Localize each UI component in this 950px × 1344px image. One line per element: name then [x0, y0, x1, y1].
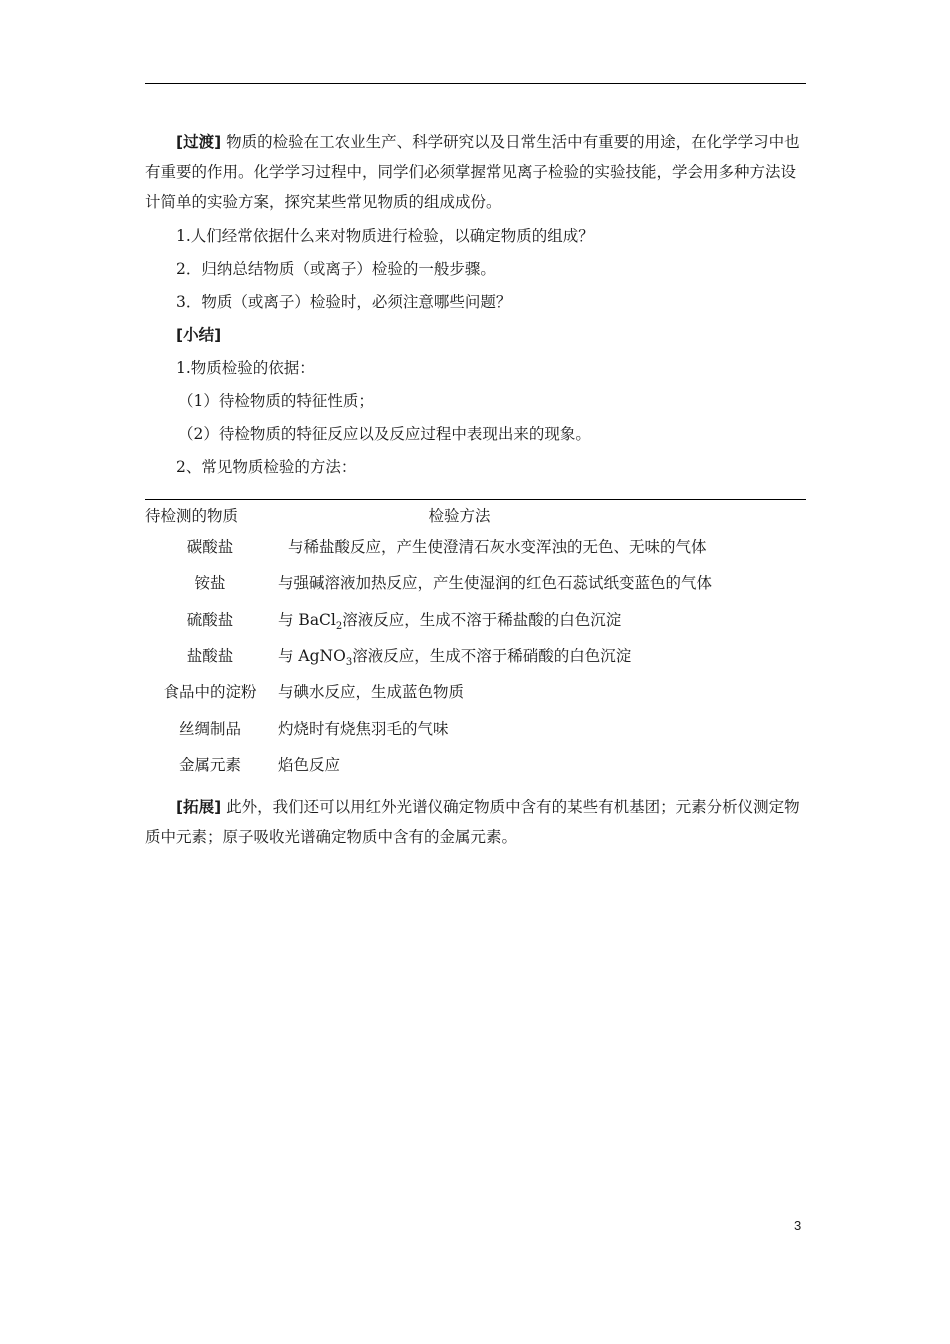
- main-content: [145, 127, 806, 484]
- table-row: [145, 746, 806, 782]
- table-row: [145, 709, 806, 745]
- table-row: [145, 564, 806, 600]
- table-header-row: [145, 501, 806, 528]
- basis-item-1: （1）待检物质的特征性质；: [178, 392, 374, 410]
- methods-title: 2、常见物质检验的方法：: [176, 458, 357, 476]
- extension-text: 此外，我们还可以用红外光谱仪确定物质中含有的某些有机基团；元素分析仪测定物质中元素；原子吸收光谱确定物质中含有的金属元素。: [145, 798, 800, 846]
- table-row: [145, 601, 806, 637]
- extension-section: [145, 792, 806, 852]
- header-method: 检验方法: [428, 506, 491, 525]
- table-row: [145, 673, 806, 709]
- question-1: 1.人们经常依据什么来对物质进行检验，以确定物质的组成？: [176, 227, 594, 245]
- summary-tag: [小结]: [176, 326, 222, 344]
- row-substance: 铵盐: [194, 574, 226, 593]
- table-row: [145, 528, 806, 564]
- table-top-rule: [145, 499, 806, 500]
- row-method: 灼烧时有烧焦羽毛的气味: [278, 719, 449, 738]
- basis-title: 1.物质检验的依据：: [176, 359, 315, 377]
- intro-paragraph: [145, 127, 806, 217]
- row-substance: 金属元素: [178, 755, 241, 774]
- question-3: 3．物质（或离子）检验时，必须注意哪些问题？: [176, 293, 512, 311]
- basis-item-2: （2）待检物质的特征反应以及反应过程中表现出来的现象。: [178, 425, 591, 443]
- intro-text: 物质的检验在工农业生产、科学研究以及日常生活中有重要的用途，在化学学习中也有重要的作用。化学学习过程中，同学们必须掌握常见离子检验的实验技能，学会用多种方法设计简单的实验方案，探究某些常见物质的组成成份。: [145, 133, 800, 211]
- page-number: 3: [794, 1218, 802, 1233]
- extension-paragraph: [145, 792, 806, 852]
- row-substance: 食品中的淀粉: [163, 683, 257, 702]
- row-substance: 盐酸盐: [186, 647, 234, 666]
- row-substance: 丝绸制品: [178, 719, 241, 738]
- row-substance: 碳酸盐: [186, 538, 234, 557]
- extension-tag: [拓展]: [176, 798, 222, 816]
- row-method: 与 BaCl$_2$溶液反应，生成不溶于稀盐酸的白色沉淀: [278, 610, 622, 632]
- question-2: 2．归纳总结物质（或离子）检验的一般步骤。: [176, 260, 496, 278]
- row-method: 与碘水反应，生成蓝色物质: [278, 683, 465, 702]
- row-method: 与 AgNO$_3$溶液反应，生成不溶于稀硝酸的白色沉淀: [278, 647, 632, 669]
- row-method: 与稀盐酸反应，产生使澄清石灰水变浑浊的无色、无味的气体: [288, 538, 707, 557]
- row-method: 焰色反应: [278, 755, 341, 774]
- row-substance: 硫酸盐: [186, 610, 234, 629]
- row-method: 与强碱溶液加热反应，产生使湿润的红色石蕊试纸变蓝色的气体: [278, 574, 713, 593]
- header-rule: [145, 83, 806, 84]
- header-substance: 待检测的物质: [145, 506, 239, 525]
- intro-tag: [过渡]: [176, 133, 222, 151]
- methods-table: [145, 501, 806, 782]
- table-row: [145, 637, 806, 673]
